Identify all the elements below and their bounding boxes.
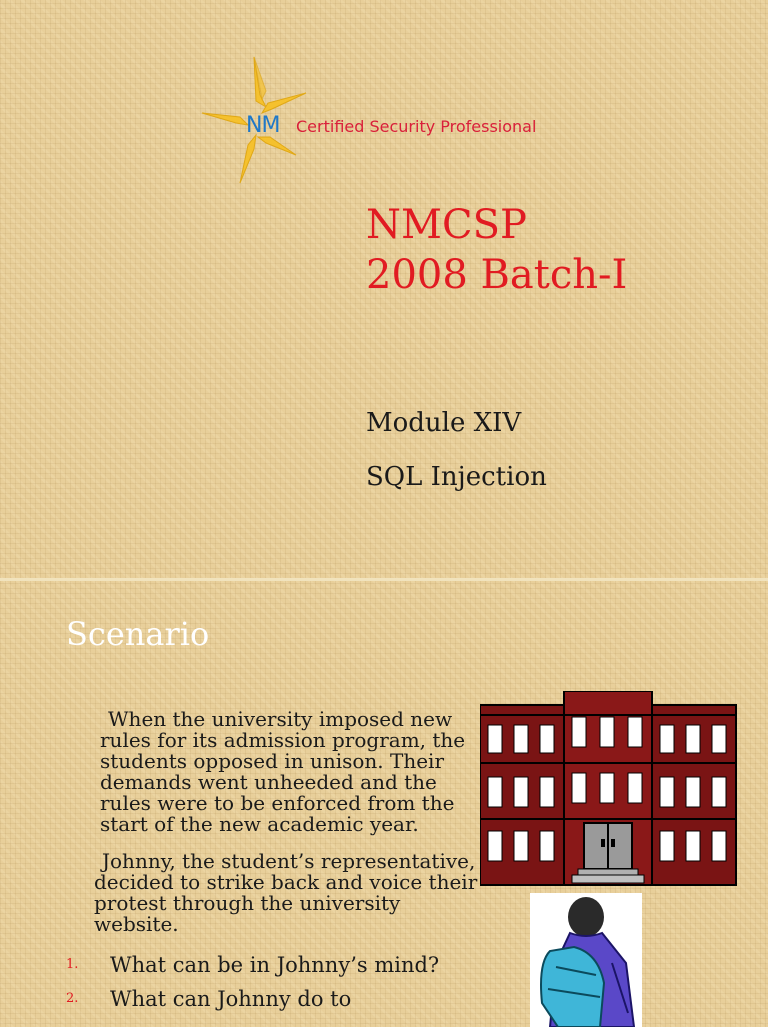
scenario-paragraph-1: When the university imposed new rules for its admission program, the students opposed in unison. Their demands went unheeded and the rules were to be enforced from the start of the new academic year.	[100, 707, 466, 836]
list-item	[66, 985, 480, 1013]
student-backpack-icon	[530, 893, 642, 1027]
scenario-body	[66, 707, 480, 1019]
slide-title	[366, 200, 627, 300]
building-icon	[480, 691, 738, 887]
title-line-1: NMCSP	[366, 202, 527, 248]
scenario-title: Scenario	[66, 615, 210, 653]
slide-subtitle	[366, 396, 547, 504]
scenario-paragraph-2: Johnny, the student’s representative, decided to strike back and voice their protest through the university website.	[94, 849, 478, 936]
topic-label: SQL Injection	[366, 462, 547, 492]
title-line-2: 2008 Batch-I	[366, 252, 628, 298]
module-label: Module XIV	[366, 408, 522, 438]
list-number: 2.	[66, 991, 79, 1006]
logo	[196, 55, 576, 190]
list-text: What can be in Johnny’s mind?	[110, 953, 440, 977]
list-text: What can Johnny do to	[110, 987, 352, 1011]
list-item	[66, 951, 480, 979]
scenario-slide	[0, 578, 768, 1027]
list-number: 1.	[66, 957, 79, 972]
logo-nm-text: NM	[246, 113, 280, 138]
logo-tagline: Certified Security Professional	[296, 117, 537, 136]
